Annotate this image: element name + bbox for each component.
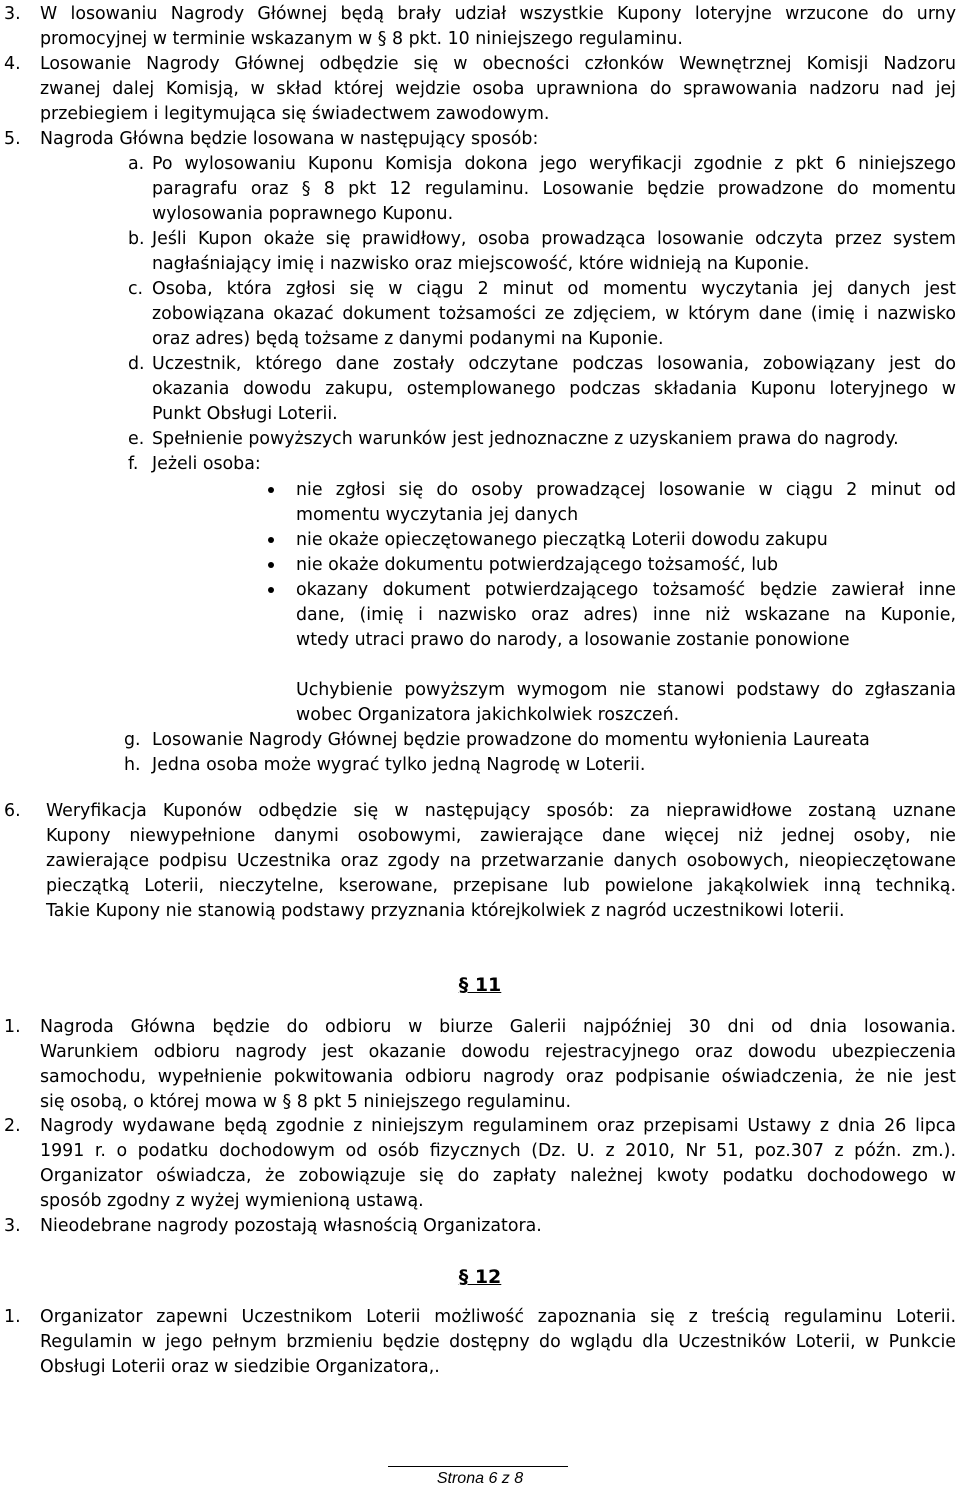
list-number: 2. bbox=[4, 1116, 21, 1136]
paragraph-6-line: Takie Kupony nie stanowią podstawy przyznania którejkolwiek z nagród uczestnikowi loterii. bbox=[46, 901, 845, 921]
section-11-item-line: samochodu, wypełnienie pokwitowania odbioru nagrody oraz podpisanie oświadczenia, że nie jest bbox=[40, 1067, 956, 1087]
sub-item-e-line: Spełnienie powyższych warunków jest jednoznaczne z uzyskaniem prawa do nagrody. bbox=[152, 429, 899, 449]
sub-item-c-line: oraz adres) będą tożsame z danymi podanymi na Kuponie. bbox=[152, 329, 664, 349]
bullet-dot bbox=[268, 537, 274, 543]
sub-item-b-line: nagłaśniający imię i nazwisko oraz miejscowość, które widnieją na Kuponie. bbox=[152, 254, 810, 274]
section-11-item-line: Nieodebrane nagrody pozostają własnością Organizatora. bbox=[40, 1216, 542, 1236]
list-number: 3. bbox=[4, 4, 21, 24]
footer-rule bbox=[388, 1466, 568, 1467]
list-number: 1. bbox=[4, 1307, 21, 1327]
bullet-dot bbox=[268, 487, 274, 493]
sub-item-letter: g. bbox=[124, 730, 141, 750]
list-number: 1. bbox=[4, 1017, 21, 1037]
sub-item-letter: e. bbox=[128, 429, 145, 449]
list-number: 6. bbox=[4, 801, 21, 821]
list-number: 4. bbox=[4, 54, 21, 74]
bullet-item-line: nie okaże dokumentu potwierdzającego tożsamość, lub bbox=[296, 555, 779, 575]
bullet-item-line: nie okaże opieczętowanego pieczątką Loterii dowodu zakupu bbox=[296, 530, 828, 550]
sub-item-text: Losowanie Nagrody Głównej będzie prowadzone do momentu wyłonienia Laureata bbox=[152, 730, 870, 750]
sub-item-text: Jedna osoba może wygrać tylko jedną Nagrodę w Loterii. bbox=[152, 755, 646, 775]
section-11-heading: § 11 bbox=[458, 974, 502, 996]
bullet-item-line: nie zgłosi się do osoby prowadzącej losowanie w ciągu 2 minut od bbox=[296, 480, 956, 500]
sub-item-f-line: Jeżeli osoba: bbox=[152, 454, 261, 474]
paragraph-6-line: pieczątką Loterii, nieczytelne, kserowane, przepisane lub powielone jakąkolwiek inną techniką. bbox=[46, 876, 956, 896]
note-line: wobec Organizatora jakichkolwiek roszczeń. bbox=[296, 705, 680, 725]
sub-item-letter: f. bbox=[128, 454, 139, 474]
sub-item-letter: h. bbox=[124, 755, 141, 775]
bullet-item-line: okazany dokument potwierdzającego tożsamość będzie zawierał inne bbox=[296, 580, 956, 600]
sub-item-c-line: Osoba, która zgłosi się w ciągu 2 minut od momentu wyczytania jej danych jest bbox=[152, 279, 956, 299]
sub-item-a-line: Po wylosowaniu Kuponu Komisja dokona jego weryfikacji zgodnie z pkt 6 niniejszego bbox=[152, 154, 956, 174]
paragraph-p4-line: przebiegiem i legitymująca się świadectwem zawodowym. bbox=[40, 104, 550, 124]
sub-item-a-line: paragrafu oraz § 8 pkt 12 regulaminu. Losowanie będzie prowadzone do momentu bbox=[152, 179, 956, 199]
section-11-item-line: Organizator oświadcza, że zobowiązuje się do zapłaty należnej kwoty podatku dochodowego w bbox=[40, 1166, 956, 1186]
section-11-item-line: sposób zgodny z wyżej wymienioną ustawą. bbox=[40, 1191, 424, 1211]
bullet-dot bbox=[268, 562, 274, 568]
bullet-dot bbox=[268, 587, 274, 593]
paragraph-6-line: Kupony niewypełnione danymi osobowymi, zawierające dane więcej niż jednej osoby, nie bbox=[46, 826, 956, 846]
list-number: 3. bbox=[4, 1216, 21, 1236]
sub-item-letter: d. bbox=[128, 354, 145, 374]
sub-item-d-line: Punkt Obsługi Loterii. bbox=[152, 404, 338, 424]
list-number: 5. bbox=[4, 129, 21, 149]
sub-item-b-line: Jeśli Kupon okaże się prawidłowy, osoba prowadząca losowanie odczyta przez system bbox=[152, 229, 956, 249]
bullet-item-line: dane, (imię i nazwisko oraz adres) inne niż wskazane na Kuponie, bbox=[296, 605, 956, 625]
sub-item-d-line: okazania dowodu zakupu, ostemplowanego podczas składania Kuponu loteryjnego w bbox=[152, 379, 956, 399]
sub-item-a-line: wylosowania poprawnego Kuponu. bbox=[152, 204, 454, 224]
section-11-item-line: 1991 r. o podatku dochodowym od osób fizycznych (Dz. U. z 2010, Nr 51, poz.307 z późn. zm.). bbox=[40, 1141, 956, 1161]
paragraph-p4-line: zwanej dalej Komisją, w skład której wejdzie osoba uprawniona do sprawowania nadzoru nad jej bbox=[40, 79, 956, 99]
sub-item-letter: a. bbox=[128, 154, 145, 174]
bullet-item-line: wtedy utraci prawo do narody, a losowanie zostanie ponowione bbox=[296, 630, 850, 650]
page-footer: Strona 6 z 8 bbox=[436, 1470, 524, 1487]
paragraph-6-line: Weryfikacja Kuponów odbędzie się w następujący sposób: za nieprawidłowe zostaną uznane bbox=[46, 801, 956, 821]
section-12-item-line: Regulamin w jego pełnym brzmieniu będzie dostępny do wglądu dla Uczestników Loterii, w Punkcie bbox=[40, 1332, 956, 1352]
section-11-item-line: Nagrody wydawane będą zgodnie z niniejszym regulaminem oraz przepisami Ustawy z dnia 26 lipca bbox=[40, 1116, 956, 1136]
section-12-heading: § 12 bbox=[458, 1266, 502, 1288]
note-line: Uchybienie powyższym wymogom nie stanowi podstawy do zgłaszania bbox=[296, 680, 956, 700]
paragraph-p3-line: promocyjnej w terminie wskazanym w § 8 pkt. 10 niniejszego regulaminu. bbox=[40, 29, 683, 49]
section-11-item-line: Warunkiem odbioru nagrody jest okazanie dowodu rejestracyjnego oraz dowodu ubezpieczenia bbox=[40, 1042, 956, 1062]
section-11-item-line: się osobą, o której mowa w § 8 pkt 5 niniejszego regulaminu. bbox=[40, 1092, 572, 1112]
paragraph-p5-line: Nagroda Główna będzie losowana w następujący sposób: bbox=[40, 129, 539, 149]
bullet-item-line: momentu wyczytania jej danych bbox=[296, 505, 579, 525]
sub-item-c-line: zobowiązana okazać dokument tożsamości ze zdjęciem, w którym dane (imię i nazwisko bbox=[152, 304, 956, 324]
section-11-item-line: Nagroda Główna będzie do odbioru w biurze Galerii najpóźniej 30 dni od dnia losowania. bbox=[40, 1017, 956, 1037]
sub-item-letter: c. bbox=[128, 279, 144, 299]
paragraph-6-line: zawierające podpisu Uczestnika oraz zgody na przetwarzanie danych osobowych, nieopieczętowane bbox=[46, 851, 956, 871]
sub-item-d-line: Uczestnik, którego dane zostały odczytane podczas losowania, zobowiązany jest do bbox=[152, 354, 956, 374]
section-12-item-line: Obsługi Loterii oraz w siedzibie Organizatora,. bbox=[40, 1357, 440, 1377]
paragraph-p4-line: Losowanie Nagrody Głównej odbędzie się w obecności członków Wewnętrznej Komisji Nadzoru bbox=[40, 54, 956, 74]
sub-item-letter: b. bbox=[128, 229, 145, 249]
section-12-item-line: Organizator zapewni Uczestnikom Loterii możliwość zapoznania się z treścią regulaminu Loterii. bbox=[40, 1307, 956, 1327]
paragraph-p3-line: W losowaniu Nagrody Głównej będą brały udział wszystkie Kupony loteryjne wrzucone do urny bbox=[40, 4, 956, 24]
